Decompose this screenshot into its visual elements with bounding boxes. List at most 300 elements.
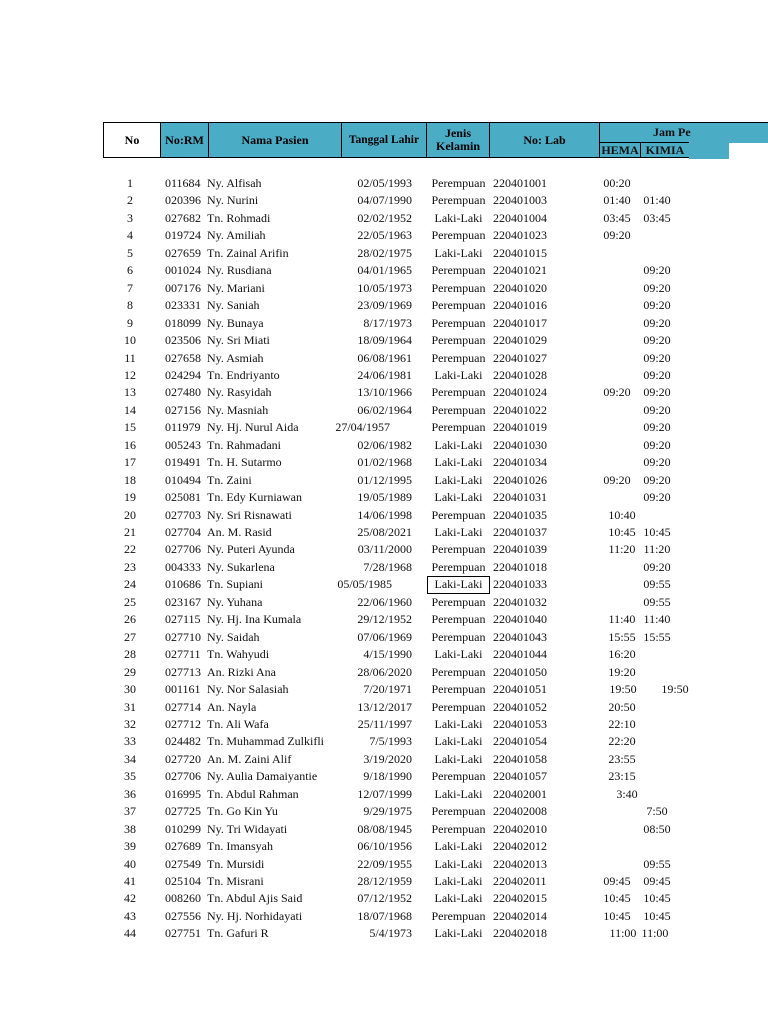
row-tanggal-lahir[interactable]: 7/20/1971: [363, 682, 412, 697]
row-no-rm[interactable]: 027658: [165, 350, 201, 365]
row-jenis-kelamin[interactable]: Perempuan: [431, 821, 486, 836]
row-jenis-kelamin[interactable]: Laki-Laki: [434, 891, 483, 906]
row-no-lab[interactable]: 220401003: [493, 193, 547, 208]
row-jam-hema[interactable]: 09:45: [603, 874, 631, 888]
row-no-lab[interactable]: 220401035: [493, 507, 547, 522]
row-no-lab[interactable]: 220401029: [493, 333, 547, 348]
row-tanggal-lahir[interactable]: 19/05/1989: [357, 490, 412, 505]
row-jenis-kelamin[interactable]: Perempuan: [431, 263, 486, 278]
row-jam-kimia[interactable]: 15:55: [643, 629, 671, 644]
header-no-lab[interactable]: No: Lab: [489, 122, 600, 158]
table-row[interactable]: [0, 245, 768, 263]
row-no-rm[interactable]: 024482: [165, 734, 201, 749]
row-jam-hema[interactable]: 11:40: [608, 612, 636, 627]
row-jenis-kelamin[interactable]: Perempuan: [431, 594, 486, 609]
row-jenis-kelamin[interactable]: Perempuan: [431, 402, 486, 417]
row-jam-hema[interactable]: 11:20: [608, 542, 636, 557]
table-row[interactable]: [0, 262, 768, 280]
row-no-rm[interactable]: 027659: [165, 245, 201, 260]
row-number[interactable]: 4: [127, 228, 133, 243]
table-row[interactable]: [0, 821, 768, 839]
table-row[interactable]: [0, 646, 768, 664]
row-nama-pasien[interactable]: Ny. Tri Widayati: [207, 821, 288, 836]
row-number[interactable]: 34: [124, 751, 136, 766]
row-nama-pasien[interactable]: Tn. H. Sutarmo: [207, 455, 282, 470]
row-number[interactable]: 30: [124, 682, 136, 697]
row-number[interactable]: 8: [127, 298, 133, 313]
table-row[interactable]: [0, 751, 768, 769]
row-jam-hema[interactable]: 09:20: [603, 472, 631, 487]
row-number[interactable]: 13: [124, 385, 136, 400]
row-no-rm[interactable]: 027115: [165, 612, 201, 627]
row-number[interactable]: 2: [127, 193, 133, 208]
row-no-lab[interactable]: 220401027: [493, 350, 547, 365]
row-tanggal-lahir[interactable]: 13/12/2017: [357, 699, 412, 714]
row-nama-pasien[interactable]: Ny. Mariani: [207, 280, 265, 295]
row-jam-kimia[interactable]: 09:55: [643, 577, 671, 592]
row-tanggal-lahir[interactable]: 07/06/1969: [357, 629, 412, 644]
row-tanggal-lahir[interactable]: 05/05/1985: [337, 577, 392, 592]
row-no-lab[interactable]: 220401032: [493, 594, 547, 609]
row-jenis-kelamin[interactable]: Perempuan: [431, 682, 486, 697]
row-number[interactable]: 32: [124, 716, 136, 731]
row-no-lab[interactable]: 220401057: [493, 769, 547, 784]
row-jam-kimia[interactable]: 08:50: [643, 821, 671, 836]
row-tanggal-lahir[interactable]: 14/06/1998: [357, 507, 412, 522]
row-number[interactable]: 3: [127, 210, 133, 225]
row-no-rm[interactable]: 027480: [165, 385, 201, 400]
row-tanggal-lahir[interactable]: 28/12/1959: [357, 874, 412, 888]
row-no-rm[interactable]: 011684: [165, 176, 201, 190]
row-no-rm[interactable]: 027556: [165, 908, 201, 923]
row-no-rm[interactable]: 010299: [165, 821, 201, 836]
row-no-rm[interactable]: 027706: [165, 769, 201, 784]
row-number[interactable]: 24: [124, 577, 136, 592]
row-jenis-kelamin[interactable]: Perempuan: [431, 559, 486, 574]
row-nama-pasien[interactable]: Ny. Puteri Ayunda: [207, 542, 295, 557]
row-jam-kimia[interactable]: 09:20: [643, 367, 671, 382]
row-jenis-kelamin[interactable]: Perempuan: [431, 908, 486, 923]
row-no-lab[interactable]: 220402015: [493, 891, 547, 906]
row-no-rm[interactable]: 023167: [165, 594, 201, 609]
row-tanggal-lahir[interactable]: 04/01/1965: [357, 263, 412, 278]
row-number[interactable]: 1: [127, 176, 133, 190]
row-no-lab[interactable]: 220401053: [493, 716, 547, 731]
row-no-rm[interactable]: 027751: [165, 926, 201, 941]
row-jenis-kelamin[interactable]: Perempuan: [431, 280, 486, 295]
row-tanggal-lahir[interactable]: 18/09/1964: [357, 333, 412, 348]
row-tanggal-lahir[interactable]: 9/18/1990: [363, 769, 412, 784]
row-tanggal-lahir[interactable]: 06/02/1964: [357, 402, 412, 417]
row-no-lab[interactable]: 220401030: [493, 437, 547, 452]
row-nama-pasien[interactable]: Tn. Go Kin Yu: [207, 804, 278, 819]
table-row[interactable]: [0, 192, 768, 210]
row-jenis-kelamin[interactable]: Laki-Laki: [434, 437, 483, 452]
table-row[interactable]: [0, 175, 768, 193]
row-tanggal-lahir[interactable]: 22/06/1960: [357, 594, 412, 609]
row-nama-pasien[interactable]: Tn. Abdul Ajis Said: [207, 891, 303, 906]
row-number[interactable]: 25: [124, 594, 136, 609]
row-no-rm[interactable]: 027549: [165, 856, 201, 871]
row-no-lab[interactable]: 220402012: [493, 839, 547, 854]
row-jenis-kelamin[interactable]: Laki-Laki: [434, 455, 483, 470]
table-row[interactable]: [0, 227, 768, 245]
row-number[interactable]: 27: [124, 629, 136, 644]
row-jenis-kelamin[interactable]: Laki-Laki: [434, 647, 483, 662]
row-jam-kimia[interactable]: 10:45: [643, 891, 671, 906]
row-jenis-kelamin[interactable]: Perempuan: [431, 507, 486, 522]
row-no-rm[interactable]: 007176: [165, 280, 201, 295]
header-hema[interactable]: HEMA: [599, 142, 641, 158]
row-no-rm[interactable]: 027713: [165, 664, 201, 679]
row-no-lab[interactable]: 220401054: [493, 734, 547, 749]
row-tanggal-lahir[interactable]: 29/12/1952: [357, 612, 412, 627]
table-row[interactable]: [0, 524, 768, 542]
row-tanggal-lahir[interactable]: 28/06/2020: [357, 664, 412, 679]
row-number[interactable]: 6: [127, 263, 133, 278]
row-nama-pasien[interactable]: Tn. Imansyah: [207, 839, 273, 854]
row-jam-hema[interactable]: 09:20: [603, 228, 631, 243]
row-number[interactable]: 7: [127, 280, 133, 295]
row-jenis-kelamin[interactable]: Laki-Laki: [434, 751, 483, 766]
row-no-lab[interactable]: 220401023: [493, 228, 547, 243]
row-jam-kimia[interactable]: 7:50: [646, 804, 668, 819]
header-jam-pemeriksaan[interactable]: [599, 122, 768, 143]
table-row[interactable]: [0, 350, 768, 368]
table-row[interactable]: [0, 925, 768, 943]
row-number[interactable]: 28: [124, 647, 136, 662]
row-jam-kimia[interactable]: 03:45: [643, 210, 671, 225]
row-no-lab[interactable]: 220401017: [493, 315, 547, 330]
row-no-lab[interactable]: 220401050: [493, 664, 547, 679]
table-row[interactable]: [0, 437, 768, 455]
row-number[interactable]: 14: [124, 402, 136, 417]
row-jenis-kelamin[interactable]: Perempuan: [431, 228, 486, 243]
row-number[interactable]: 35: [124, 769, 136, 784]
row-no-rm[interactable]: 025081: [165, 490, 201, 505]
row-no-rm[interactable]: 019491: [165, 455, 201, 470]
row-no-lab[interactable]: 220401018: [493, 559, 547, 574]
row-nama-pasien[interactable]: Ny. Sri Risnawati: [207, 507, 292, 522]
row-nama-pasien[interactable]: Ny. Nurini: [207, 193, 259, 208]
row-no-lab[interactable]: 220401043: [493, 629, 547, 644]
row-jam-hema[interactable]: 23:55: [608, 751, 636, 766]
row-jam-hema[interactable]: 11:00: [609, 926, 637, 941]
header-no-rm[interactable]: No:RM: [160, 122, 209, 158]
row-jam-hema[interactable]: 01:40: [603, 193, 631, 208]
row-no-lab[interactable]: 220401052: [493, 699, 547, 714]
row-nama-pasien[interactable]: Ny. Rusdiana: [207, 263, 272, 278]
row-jam-hema[interactable]: 23:15: [608, 769, 636, 784]
row-jam-kimia[interactable]: 01:40: [643, 193, 671, 208]
row-no-rm[interactable]: 027689: [165, 839, 201, 854]
row-jenis-kelamin[interactable]: Perempuan: [431, 333, 486, 348]
row-tanggal-lahir[interactable]: 7/5/1993: [369, 734, 412, 749]
row-no-rm[interactable]: 008260: [165, 891, 201, 906]
row-no-rm[interactable]: 010686: [165, 577, 201, 592]
row-jenis-kelamin[interactable]: Perempuan: [431, 298, 486, 313]
row-no-lab[interactable]: 220401026: [493, 472, 547, 487]
row-jam-hema[interactable]: 16:20: [608, 647, 636, 662]
table-row[interactable]: [0, 210, 768, 228]
row-tanggal-lahir[interactable]: 01/02/1968: [357, 455, 412, 470]
row-no-lab[interactable]: 220401022: [493, 402, 547, 417]
row-nama-pasien[interactable]: Tn. Mursidi: [207, 856, 265, 871]
row-no-rm[interactable]: 025104: [165, 874, 201, 888]
row-no-rm[interactable]: 027725: [165, 804, 201, 819]
row-nama-pasien[interactable]: Ny. Alfisah: [207, 176, 262, 190]
row-jam-hema[interactable]: 3:40: [616, 786, 638, 801]
row-no-lab[interactable]: 220401058: [493, 751, 547, 766]
row-jenis-kelamin[interactable]: Perempuan: [431, 385, 486, 400]
row-no-lab[interactable]: 220401024: [493, 385, 547, 400]
row-no-lab[interactable]: 220401040: [493, 612, 547, 627]
table-row[interactable]: [0, 402, 768, 420]
row-number[interactable]: 22: [124, 542, 136, 557]
row-no-lab[interactable]: 220402018: [493, 926, 547, 941]
row-jenis-kelamin[interactable]: Laki-Laki: [434, 926, 483, 941]
row-tanggal-lahir[interactable]: 8/17/1973: [363, 315, 412, 330]
row-jam-kimia[interactable]: 11:40: [643, 612, 671, 627]
row-no-rm[interactable]: 023506: [165, 333, 201, 348]
row-tanggal-lahir[interactable]: 13/10/1966: [357, 385, 412, 400]
row-jam-kimia[interactable]: 09:20: [643, 559, 671, 574]
row-nama-pasien[interactable]: Ny. Aulia Damaiyantie: [207, 769, 318, 784]
row-number[interactable]: 29: [124, 664, 136, 679]
row-tanggal-lahir[interactable]: 18/07/1968: [357, 908, 412, 923]
row-jenis-kelamin[interactable]: Laki-Laki: [434, 856, 483, 871]
row-jam-hema[interactable]: 10:45: [603, 891, 631, 906]
row-jenis-kelamin[interactable]: Laki-Laki: [434, 367, 483, 382]
row-no-lab[interactable]: 220401039: [493, 542, 547, 557]
table-row[interactable]: [0, 594, 768, 612]
row-no-lab[interactable]: 220401021: [493, 263, 547, 278]
row-tanggal-lahir[interactable]: 12/07/1999: [357, 786, 412, 801]
row-no-rm[interactable]: 027711: [165, 647, 201, 662]
table-row[interactable]: [0, 454, 768, 472]
row-no-rm[interactable]: 020396: [165, 193, 201, 208]
row-nama-pasien[interactable]: An. Rizki Ana: [207, 664, 276, 679]
row-jenis-kelamin[interactable]: Laki-Laki: [427, 576, 490, 594]
row-no-rm[interactable]: 023331: [165, 298, 201, 313]
row-no-lab[interactable]: 220401037: [493, 525, 547, 539]
row-jenis-kelamin[interactable]: Perempuan: [431, 612, 486, 627]
row-nama-pasien[interactable]: Tn. Rahmadani: [207, 437, 281, 452]
table-row[interactable]: [0, 541, 768, 559]
row-tanggal-lahir[interactable]: 10/05/1973: [357, 280, 412, 295]
row-no-rm[interactable]: 011979: [165, 420, 201, 435]
row-jam-hema[interactable]: 09:20: [603, 385, 631, 400]
row-tanggal-lahir[interactable]: 23/09/1969: [357, 298, 412, 313]
row-jam-hema[interactable]: 19:50: [609, 682, 637, 697]
row-nama-pasien[interactable]: Tn. Endriyanto: [207, 367, 280, 382]
row-jam-kimia[interactable]: 19:50: [661, 682, 689, 697]
table-row[interactable]: [0, 315, 768, 333]
row-no-rm[interactable]: 027710: [165, 629, 201, 644]
row-nama-pasien[interactable]: Ny. Amiliah: [207, 228, 266, 243]
row-number[interactable]: 18: [124, 472, 136, 487]
row-number[interactable]: 40: [124, 856, 136, 871]
row-tanggal-lahir[interactable]: 22/05/1963: [357, 228, 412, 243]
row-tanggal-lahir[interactable]: 02/02/1952: [357, 210, 412, 225]
row-number[interactable]: 26: [124, 612, 136, 627]
row-nama-pasien[interactable]: Ny. Asmiah: [207, 350, 264, 365]
row-tanggal-lahir[interactable]: 04/07/1990: [357, 193, 412, 208]
row-jam-kimia[interactable]: 09:20: [643, 490, 671, 505]
table-row[interactable]: [0, 699, 768, 717]
row-number[interactable]: 19: [124, 490, 136, 505]
row-jenis-kelamin[interactable]: Perempuan: [431, 664, 486, 679]
row-jam-kimia[interactable]: 11:00: [641, 926, 669, 941]
row-nama-pasien[interactable]: An. M. Rasid: [207, 525, 272, 539]
row-jam-kimia[interactable]: 09:55: [643, 856, 671, 871]
row-jenis-kelamin[interactable]: Laki-Laki: [434, 839, 483, 854]
row-number[interactable]: 44: [124, 926, 136, 941]
row-jam-hema[interactable]: 10:40: [608, 507, 636, 522]
row-jenis-kelamin[interactable]: Laki-Laki: [434, 874, 483, 888]
row-tanggal-lahir[interactable]: 02/06/1982: [357, 437, 412, 452]
header-jenis-kelamin[interactable]: Jenis Kelamin: [426, 122, 490, 158]
row-nama-pasien[interactable]: Ny. Nor Salasiah: [207, 682, 289, 697]
row-number[interactable]: 38: [124, 821, 136, 836]
row-jenis-kelamin[interactable]: Perempuan: [431, 769, 486, 784]
row-jam-kimia[interactable]: 11:20: [643, 542, 671, 557]
row-jenis-kelamin[interactable]: Laki-Laki: [434, 716, 483, 731]
table-row[interactable]: [0, 384, 768, 402]
row-jenis-kelamin[interactable]: Laki-Laki: [434, 472, 483, 487]
row-tanggal-lahir[interactable]: 27/04/1957: [335, 420, 390, 435]
row-number[interactable]: 20: [124, 507, 136, 522]
row-jenis-kelamin[interactable]: Laki-Laki: [434, 490, 483, 505]
row-jam-hema[interactable]: 15:55: [608, 629, 636, 644]
row-tanggal-lahir[interactable]: 4/15/1990: [363, 647, 412, 662]
row-nama-pasien[interactable]: Tn. Abdul Rahman: [207, 786, 299, 801]
row-jenis-kelamin[interactable]: Perempuan: [431, 699, 486, 714]
row-nama-pasien[interactable]: Tn. Supiani: [207, 577, 263, 592]
row-number[interactable]: 33: [124, 734, 136, 749]
row-jenis-kelamin[interactable]: Perempuan: [431, 420, 486, 435]
row-jenis-kelamin[interactable]: Laki-Laki: [434, 245, 483, 260]
header-nama-pasien[interactable]: Nama Pasien: [208, 122, 342, 158]
row-no-rm[interactable]: 027712: [165, 716, 201, 731]
row-number[interactable]: 39: [124, 839, 136, 854]
table-row[interactable]: [0, 733, 768, 751]
row-jam-kimia[interactable]: 09:20: [643, 350, 671, 365]
row-nama-pasien[interactable]: Tn. Edy Kurniawan: [207, 490, 302, 505]
row-nama-pasien[interactable]: Tn. Wahyudi: [207, 647, 270, 662]
row-no-lab[interactable]: 220401033: [493, 577, 547, 592]
row-number[interactable]: 5: [127, 245, 133, 260]
table-row[interactable]: [0, 367, 768, 385]
row-jam-kimia[interactable]: 09:20: [643, 402, 671, 417]
table-row[interactable]: [0, 297, 768, 315]
row-jam-kimia[interactable]: 09:20: [643, 333, 671, 348]
row-jam-hema[interactable]: 22:20: [608, 734, 636, 749]
row-nama-pasien[interactable]: Ny. Hj. Ina Kumala: [207, 612, 302, 627]
row-no-lab[interactable]: 220401019: [493, 420, 547, 435]
row-tanggal-lahir[interactable]: 06/08/1961: [357, 350, 412, 365]
row-number[interactable]: 31: [124, 699, 136, 714]
table-row[interactable]: [0, 489, 768, 507]
row-no-rm[interactable]: 019724: [165, 228, 201, 243]
table-row[interactable]: [0, 629, 768, 647]
row-tanggal-lahir[interactable]: 07/12/1952: [357, 891, 412, 906]
row-jam-kimia[interactable]: 09:20: [643, 298, 671, 313]
row-nama-pasien[interactable]: Ny. Hj. Norhidayati: [207, 908, 303, 923]
row-tanggal-lahir[interactable]: 06/10/1956: [357, 839, 412, 854]
table-row[interactable]: [0, 419, 768, 437]
row-tanggal-lahir[interactable]: 24/06/1981: [357, 367, 412, 382]
row-no-lab[interactable]: 220402014: [493, 908, 547, 923]
row-jam-hema[interactable]: 19:20: [608, 664, 636, 679]
header-tanggal-lahir[interactable]: Tanggal Lahir: [341, 122, 427, 158]
row-no-rm[interactable]: 005243: [165, 437, 201, 452]
row-nama-pasien[interactable]: Tn. Gafuri R: [207, 926, 269, 941]
row-no-lab[interactable]: 220402013: [493, 856, 547, 871]
table-row[interactable]: [0, 890, 768, 908]
row-number[interactable]: 16: [124, 437, 136, 452]
row-number[interactable]: 17: [124, 455, 136, 470]
row-tanggal-lahir[interactable]: 7/28/1968: [363, 559, 412, 574]
row-jenis-kelamin[interactable]: Laki-Laki: [434, 210, 483, 225]
row-no-lab[interactable]: 220401044: [493, 647, 547, 662]
row-no-lab[interactable]: 220402008: [493, 804, 547, 819]
table-row[interactable]: [0, 803, 768, 821]
header-kimia[interactable]: KIMIA: [640, 142, 690, 158]
table-row[interactable]: [0, 472, 768, 490]
row-nama-pasien[interactable]: Tn. Ali Wafa: [207, 716, 269, 731]
row-no-rm[interactable]: 016995: [165, 786, 201, 801]
row-nama-pasien[interactable]: Ny. Hj. Nurul Aida: [207, 420, 299, 435]
row-nama-pasien[interactable]: Ny. Saniah: [207, 298, 260, 313]
row-nama-pasien[interactable]: Tn. Zainal Arifin: [207, 245, 289, 260]
row-nama-pasien[interactable]: Tn. Zaini: [207, 472, 252, 487]
row-jenis-kelamin[interactable]: Perempuan: [431, 629, 486, 644]
row-no-rm[interactable]: 027706: [165, 542, 201, 557]
row-jam-hema[interactable]: 10:45: [603, 908, 631, 923]
row-number[interactable]: 10: [124, 333, 136, 348]
row-jam-hema[interactable]: 00:20: [603, 176, 631, 190]
table-row[interactable]: [0, 332, 768, 350]
row-jenis-kelamin[interactable]: Perempuan: [431, 315, 486, 330]
row-number[interactable]: 43: [124, 908, 136, 923]
row-number[interactable]: 11: [124, 350, 136, 365]
row-jenis-kelamin[interactable]: Perempuan: [431, 542, 486, 557]
row-no-lab[interactable]: 220401004: [493, 210, 547, 225]
row-tanggal-lahir[interactable]: 28/02/1975: [357, 245, 412, 260]
row-no-rm[interactable]: 018099: [165, 315, 201, 330]
table-row[interactable]: [0, 768, 768, 786]
row-number[interactable]: 15: [124, 420, 136, 435]
row-no-rm[interactable]: 027714: [165, 699, 201, 714]
row-jam-kimia[interactable]: 09:20: [643, 315, 671, 330]
row-tanggal-lahir[interactable]: 3/19/2020: [363, 751, 412, 766]
row-no-rm[interactable]: 010494: [165, 472, 201, 487]
row-nama-pasien[interactable]: Tn. Muhammad Zulkifli: [207, 734, 324, 749]
row-jam-kimia[interactable]: 10:45: [643, 908, 671, 923]
row-no-lab[interactable]: 220402010: [493, 821, 547, 836]
row-tanggal-lahir[interactable]: 03/11/2000: [357, 542, 412, 557]
row-number[interactable]: 23: [124, 559, 136, 574]
row-no-rm[interactable]: 024294: [165, 367, 201, 382]
table-row[interactable]: [0, 856, 768, 874]
table-row[interactable]: [0, 559, 768, 577]
row-number[interactable]: 9: [127, 315, 133, 330]
row-jenis-kelamin[interactable]: Laki-Laki: [434, 786, 483, 801]
header-no[interactable]: No: [103, 122, 161, 158]
table-row[interactable]: [0, 664, 768, 682]
row-no-rm[interactable]: 027720: [165, 751, 201, 766]
